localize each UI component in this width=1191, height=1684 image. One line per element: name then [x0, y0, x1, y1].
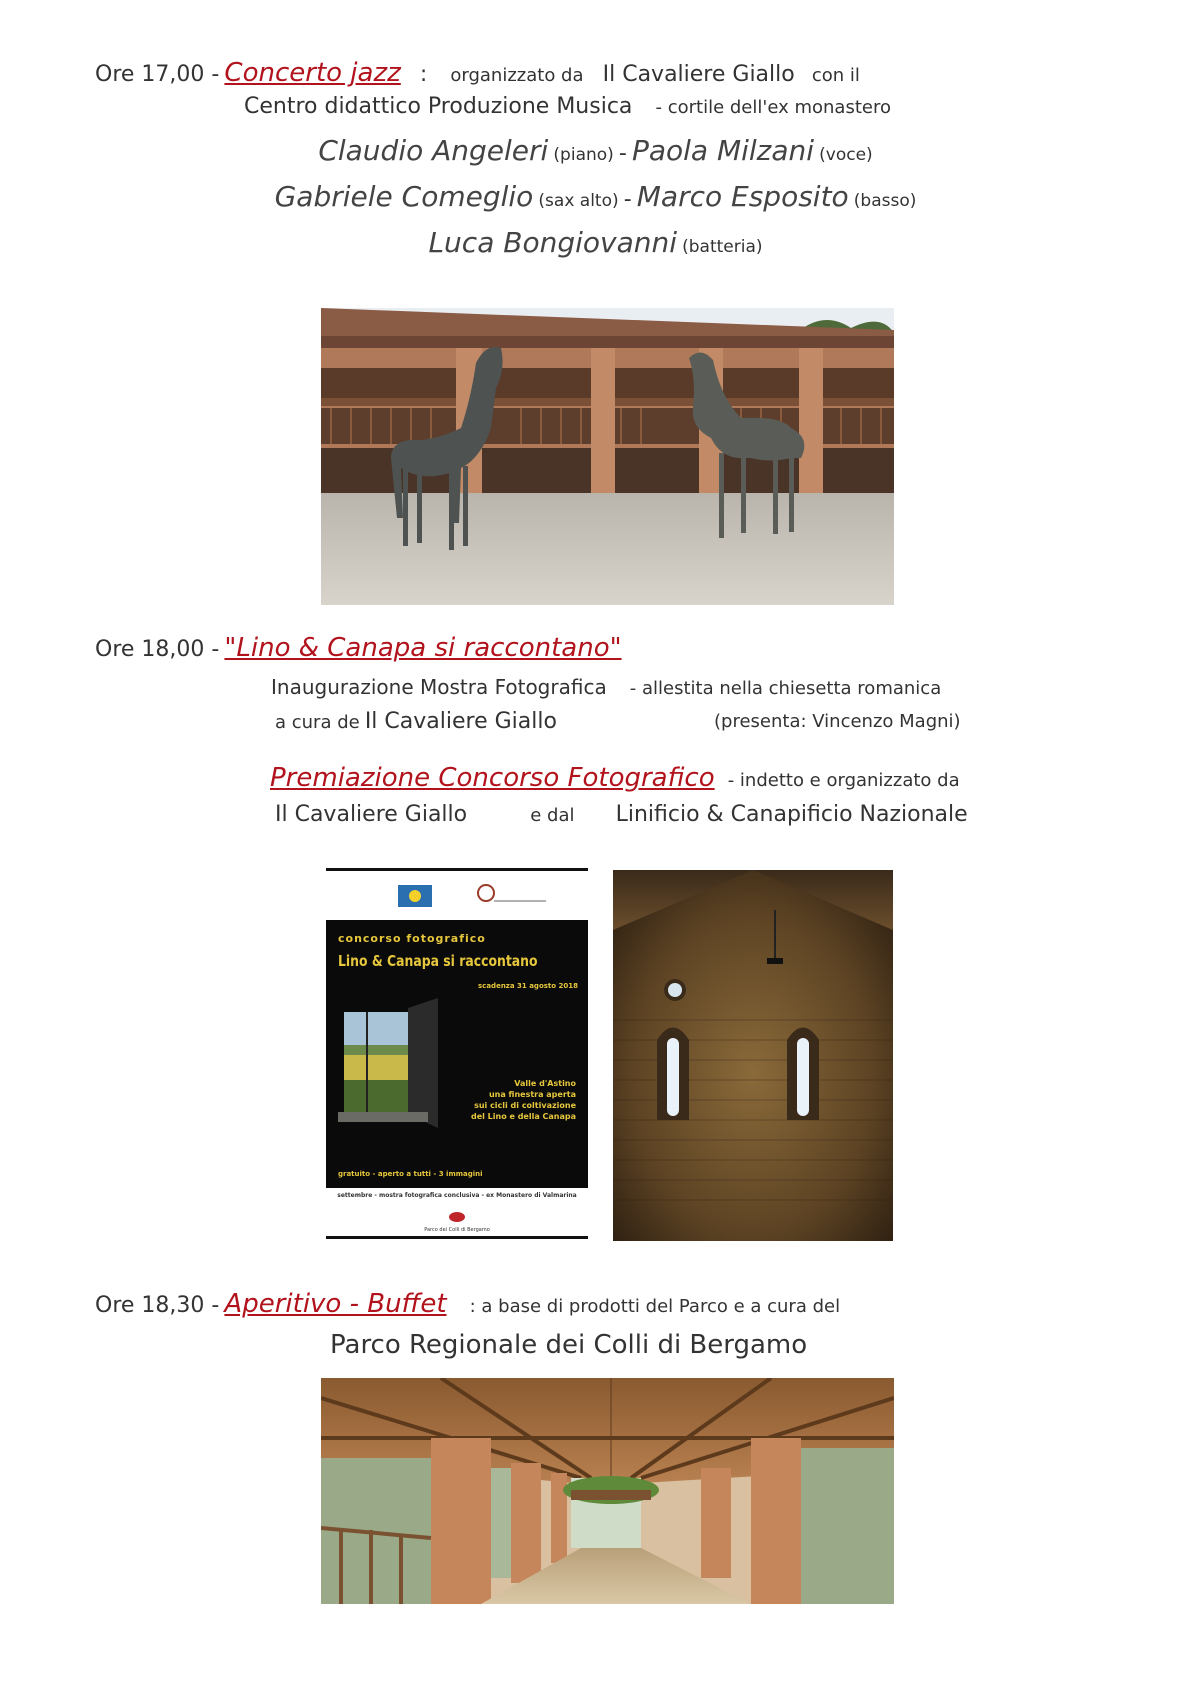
award-and: e dal [530, 805, 575, 826]
event3-line1 [95, 1289, 840, 1319]
event1-org-pre: organizzato da [450, 65, 584, 86]
award-orgs [275, 802, 968, 827]
courtyard-photo [321, 308, 894, 605]
event1-colon: : [419, 62, 428, 87]
musicians-row2 [0, 180, 1191, 213]
musician-name: Marco Esposito [636, 180, 849, 213]
award-org1: Il Cavaliere Giallo [275, 802, 468, 827]
event2-curator: Il Cavaliere Giallo [364, 709, 557, 734]
portico-image [321, 1378, 894, 1604]
poster-footer-venue: Monastero di Valmarina [496, 1192, 577, 1199]
event3-org: Parco Regionale dei Colli di Bergamo [330, 1330, 808, 1360]
event2-title[interactable]: "Lino & Canapa si raccontano" [224, 633, 622, 663]
poster-logos [326, 868, 588, 923]
chapel-photo [613, 870, 893, 1241]
award-post: - indetto e organizzato da [727, 770, 960, 791]
musician-instrument: (basso) [853, 191, 917, 211]
park-logo-icon [442, 1211, 472, 1223]
poster-free: gratuito - aperto a tutti - 3 immagini [338, 1170, 483, 1178]
event2-line2 [275, 709, 557, 734]
poster-footer [326, 1192, 588, 1199]
musician-instrument: (piano) [553, 145, 614, 165]
event2-curated-by: a cura de [275, 712, 360, 733]
separator: - [623, 187, 632, 212]
event1-line1 [95, 58, 860, 88]
musician-name: Claudio Angeleri [318, 134, 549, 167]
musician-name: Gabriele Comeglio [274, 180, 534, 213]
musicians-row1 [0, 134, 1191, 167]
event2-inaugurazione: Inaugurazione Mostra Fotografica [271, 675, 607, 699]
event1-time: Ore 17,00 - [95, 62, 220, 87]
musician-instrument: (voce) [819, 145, 873, 165]
contest-poster [326, 868, 588, 1239]
event3-post: : a base di prodotti del Parco e a cura del [469, 1296, 841, 1317]
musician-name: Paola Milzani [631, 134, 815, 167]
poster-bottom-rule [326, 1236, 588, 1239]
chapel-interior-image [613, 870, 893, 1241]
award-line [270, 763, 960, 793]
poster-place: Valle d'Astino [514, 1079, 576, 1088]
event3-time: Ore 18,30 - [95, 1293, 220, 1318]
event1-title[interactable]: Concerto jazz [224, 58, 401, 88]
poster-text-block [471, 1078, 576, 1122]
poster-window-image [338, 990, 458, 1130]
musician-instrument: (batteria) [682, 237, 763, 257]
event2-line1 [271, 675, 941, 699]
poster-park [326, 1208, 588, 1233]
courtyard-horses-image [321, 308, 894, 605]
event1-line2 [244, 94, 891, 119]
event2-time: Ore 18,00 - [95, 637, 220, 662]
poster-logo-icons [326, 871, 588, 923]
poster-heading: concorso fotografico [338, 932, 486, 945]
event1-line2-loc: - cortile dell'ex monastero [655, 97, 891, 118]
event2-presenter-text: (presenta: Vincenzo Magni) [714, 711, 961, 732]
poster-deadline: scadenza 31 agosto 2018 [478, 982, 578, 990]
poster-footer-text: settembre - mostra fotografica conclusiva - ex [337, 1192, 495, 1199]
award-org2: Linificio & Canapificio Nazionale [615, 802, 968, 827]
portico-photo [321, 1378, 894, 1604]
event1-org-post: con il [811, 65, 860, 86]
poster-sub1: una finestra aperta [488, 1090, 576, 1099]
separator: - [618, 141, 627, 166]
musician-instrument: (sax alto) [538, 191, 619, 211]
poster-park-text: Parco dei Colli di Bergamo [424, 1227, 490, 1233]
event2-location: - allestita nella chiesetta romanica [629, 678, 942, 699]
musicians-row3 [0, 226, 1191, 259]
event2-presenter [714, 711, 961, 732]
musician-name: Luca Bongiovanni [428, 226, 678, 259]
event3-line2 [330, 1330, 807, 1360]
poster-title: Lino & Canapa si raccontano [338, 952, 538, 970]
poster-sub2: sui cicli di coltivazione [474, 1101, 576, 1110]
poster-body [326, 920, 588, 1188]
event2-line0 [95, 633, 622, 663]
event1-line2-name: Centro didattico Produzione Musica [244, 94, 633, 119]
event3-title[interactable]: Aperitivo - Buffet [224, 1289, 447, 1319]
award-title[interactable]: Premiazione Concorso Fotografico [270, 763, 715, 793]
poster-sub3: del Lino e della Canapa [470, 1112, 576, 1121]
event1-org-name: Il Cavaliere Giallo [602, 62, 795, 87]
